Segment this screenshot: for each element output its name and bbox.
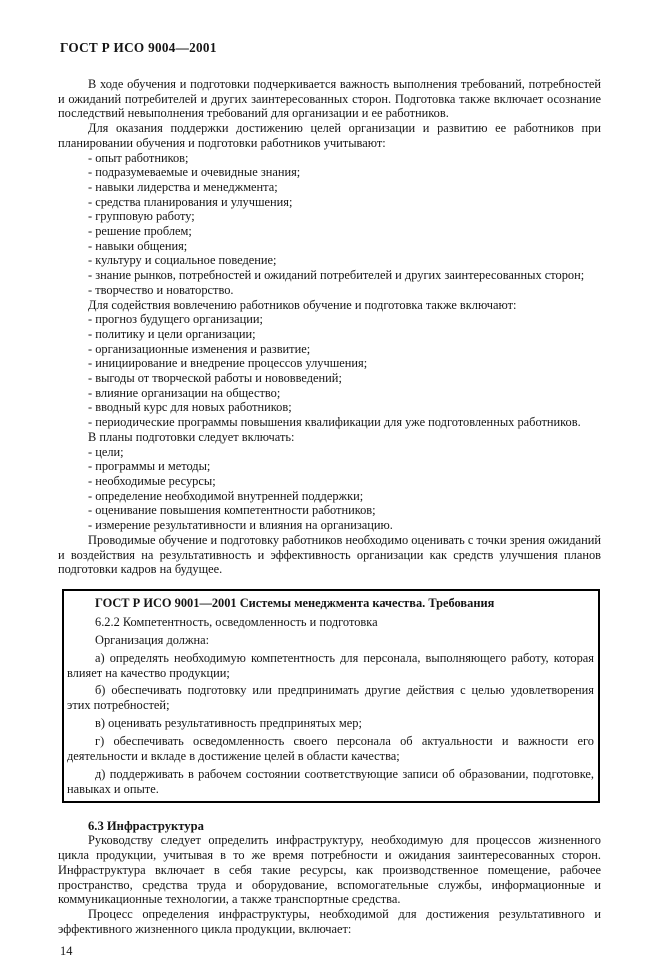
document-header-title: ГОСТ Р ИСО 9004—2001 <box>60 40 217 55</box>
page-number: 14 <box>60 944 73 959</box>
quote-box-subtitle: 6.2.2 Компетентность, осведомленность и подготовка <box>95 614 378 629</box>
list-item: - организационные изменения и развитие; <box>88 341 311 356</box>
list-item: - измерение результативности и влияния на организацию. <box>88 518 393 533</box>
list-item: - навыки общения; <box>88 238 188 253</box>
list-item: - знание рынков, потребностей и ожиданий потребителей и других заинтересованных сторон; <box>88 268 585 283</box>
gost-9001-quote-box <box>62 589 600 803</box>
list-item: - навыки лидерства и менеджмента; <box>88 179 278 194</box>
paragraph-involvement-intro: Для содействия вовлечению работников обучение и подготовка также включают: <box>88 297 517 312</box>
list-item: - прогноз будущего организации; <box>88 312 263 327</box>
list-item: - инициирование и внедрение процессов улучшения; <box>88 356 368 371</box>
list-item: - влияние организации на общество; <box>88 385 281 400</box>
list-item: - оценивание повышения компетентности работников; <box>88 503 376 518</box>
list-item: - цели; <box>88 444 124 459</box>
list-item: - решение проблем; <box>88 224 192 239</box>
quote-box-item-d: д) поддерживать в рабочем состоянии соответствующие записи об образовании, подготовке, навыках и опыте. <box>67 766 594 796</box>
quote-box-item-a: а) определять необходимую компетентность для персонала, выполняющего работу, которая влияет на качество продукции; <box>67 650 594 680</box>
document-content <box>58 40 601 959</box>
paragraph-infrastructure-process: Процесс определения инфраструктуры, необходимой для достижения результативного и эффективного жизненного цикла продукции, включает: <box>58 907 601 936</box>
paragraph-training-importance: В ходе обучения и подготовки подчеркивается важность выполнения требований, потребностей и ожиданий потребителей и других заинтересованных сторон. Подготовка также включает осознание последствий невыполнения требований для организации и ее работников. <box>58 77 601 121</box>
list-item: - групповую работу; <box>88 209 195 224</box>
list-item: - подразумеваемые и очевидные знания; <box>88 165 301 180</box>
paragraph-support-goals: Для оказания поддержки достижению целей организации и развитию ее работников при планировании обучения и подготовки работников учитывают: <box>58 121 601 150</box>
list-item: - периодические программы повышения квалификации для уже подготовленных работников. <box>88 415 581 430</box>
list-item: - культуру и социальное поведение; <box>88 253 277 268</box>
list-item: - необходимые ресурсы; <box>88 473 216 488</box>
paragraph-evaluation: Проводимые обучение и подготовку работников необходимо оценивать с точки зрения ожиданий и воздействия на результативность и эффективность организации как средств улучшения планов подготовки кадров на будущее. <box>58 532 601 577</box>
list-item: - опыт работников; <box>88 150 189 165</box>
list-training-considerations <box>58 151 601 298</box>
list-training-plans <box>58 445 601 533</box>
paragraph-infrastructure: Руководству следует определить инфраструктуру, необходимую для процессов жизненного цикла продукции, учитывая в то же время потребности и ожидания заинтересованных сторон. Инфраструктура включает в себя такие ресурсы, как производственное помещение, рабочее пространство, средства труда и оборудование, вспомогательные службы, информационные и коммуникационные технологии, а также транспортные средства. <box>58 833 601 907</box>
quote-box-intro: Организация должна: <box>95 632 210 647</box>
list-item: - выгоды от творческой работы и нововведений; <box>88 371 342 386</box>
section-heading-6-3: 6.3 Инфраструктура <box>88 818 204 833</box>
list-item: - определение необходимой внутренней поддержки; <box>88 488 364 503</box>
quote-box-title: ГОСТ Р ИСО 9001—2001 Системы менеджмента качества. Требования <box>95 595 495 610</box>
list-item: - политику и цели организации; <box>88 326 256 341</box>
quote-box-item-g: г) обеспечивать осведомленность своего персонала об актуальности и важности его деятельности и вкладе в достижение целей в области качества; <box>67 734 594 764</box>
quote-box-item-v: в) оценивать результативность предпринятых мер; <box>95 716 362 731</box>
paragraph-plans-intro: В планы подготовки следует включать: <box>88 429 295 444</box>
list-item: - творчество и новаторство. <box>88 282 234 297</box>
quote-box-item-b: б) обеспечивать подготовку или предпринимать другие действия с целью удовлетворения этих потребностей; <box>67 683 594 713</box>
list-item: - программы и методы; <box>88 459 211 474</box>
list-item: - средства планирования и улучшения; <box>88 194 293 209</box>
list-involvement-topics <box>58 312 601 430</box>
list-item: - вводный курс для новых работников; <box>88 400 292 415</box>
